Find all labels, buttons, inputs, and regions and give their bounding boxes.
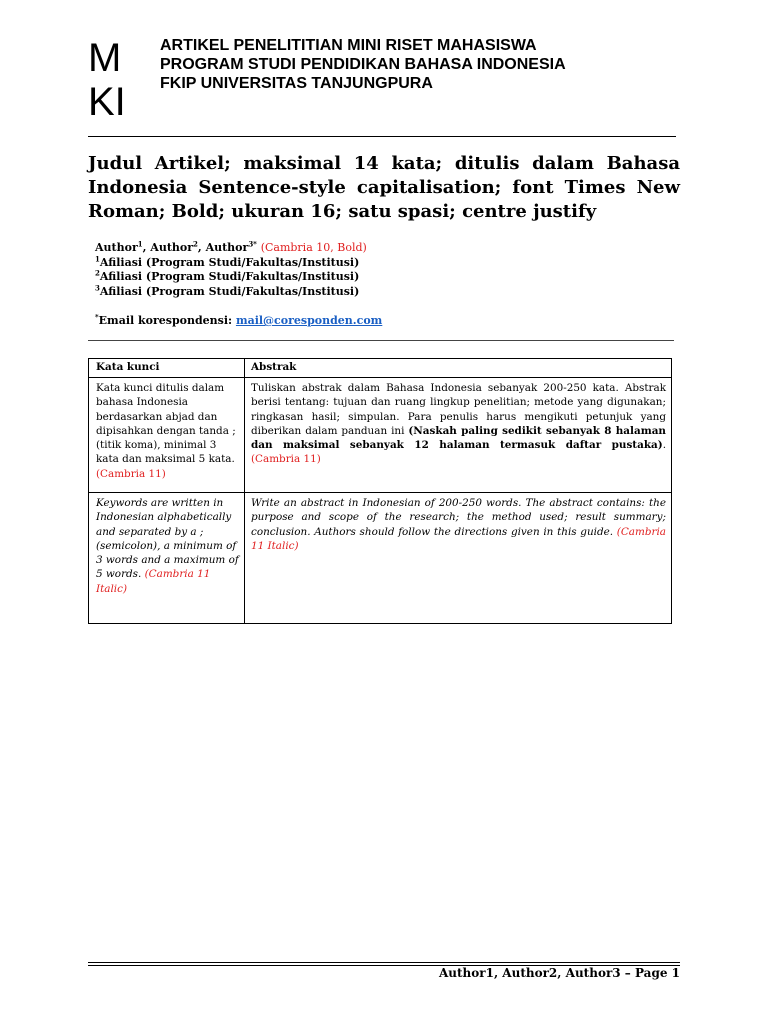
author-sup-3: 3* xyxy=(248,239,257,249)
article-title: Judul Artikel; maksimal 14 kata; ditulis dalam Bahasa Indonesia Sentence-style capitalisation; font Times New Roman; Bold; ukuran 16; satu spasi; centre justify xyxy=(88,153,680,222)
institution-header xyxy=(160,36,566,93)
keywords-indonesian xyxy=(96,381,242,481)
header-line-2: PROGRAM STUDI PENDIDIKAN BAHASA INDONESIA xyxy=(160,56,566,73)
affiliation-sup-3: 3 xyxy=(95,282,100,292)
text-segment: (Cambria 11) xyxy=(251,453,321,466)
affiliation-line-3 xyxy=(95,282,367,300)
author-line xyxy=(95,241,367,256)
affiliation-sup-2: 2 xyxy=(95,268,100,278)
email-label: Email korespondensi: xyxy=(98,314,236,327)
author-block xyxy=(95,241,367,299)
section-divider xyxy=(88,340,674,341)
header-divider xyxy=(88,136,676,137)
email-link[interactable]: mail@coresponden.com xyxy=(235,314,383,327)
keywords-abstract-table xyxy=(88,358,672,624)
table-header-abstract: Abstrak xyxy=(251,361,297,373)
text-segment: Write an abstract in Indonesian of 200-250 words. The abstract contains: the purpose and scope of the research; the method used; result summary; conclusion. Authors should follow the directions given in this guide. xyxy=(251,497,666,538)
abstract-indonesian xyxy=(251,381,666,467)
affiliation-text-2: Afiliasi (Program Studi/Fakultas/Institusi) xyxy=(99,270,360,283)
table-header-keywords: Kata kunci xyxy=(96,361,160,373)
text-segment: (Naskah paling sedikit sebanyak 8 halaman dan maksimal sebanyak 12 halaman termasuk daftar pustaka) xyxy=(251,424,666,452)
text-segment: (Cambria 11 Italic) xyxy=(251,525,666,552)
table-row-divider-2 xyxy=(89,492,671,493)
text-segment: Keywords are written in Indonesian alphabetically and separated by a ; (semicolon), a minimum of 3 words and a maximum of 5 words. xyxy=(96,497,239,581)
author-sup-1: 1 xyxy=(137,239,143,249)
header-line-1: ARTIKEL PENELITITIAN MINI RISET MAHASISWA xyxy=(160,37,537,54)
affiliation-line-2 xyxy=(95,270,367,285)
affiliation-text-3: Afiliasi (Program Studi/Fakultas/Institusi) xyxy=(99,284,360,298)
text-segment: (Cambria 11 Italic) xyxy=(96,568,211,595)
affiliation-sup-1: 1 xyxy=(95,253,100,263)
header-line-3: FKIP UNIVERSITAS TANJUNGPURA xyxy=(160,75,433,92)
text-segment: Tuliskan abstrak dalam Bahasa Indonesia sebanyak 200-250 kata. Abstrak berisi tentang: tujuan dan ruang lingkup penelitian; metode yang digunakan; ringkasan hasil; simpulan. Para penulis harus mengikuti petunjuk yang diberikan dalam panduan ini xyxy=(251,382,666,437)
keywords-english xyxy=(96,496,242,596)
author-name-1: Author xyxy=(95,241,138,254)
text-segment: Kata kunci ditulis dalam bahasa Indonesia berdasarkan abjad dan dipisahkan dengan tanda ; (titik koma), minimal 3 kata dan maksimal 5 kata. xyxy=(96,382,236,466)
journal-logo xyxy=(88,36,148,124)
author-name-2: , Author xyxy=(142,241,194,254)
text-segment: . xyxy=(662,439,666,452)
logo-letter-m: M xyxy=(88,36,122,80)
affiliation-text-1: Afiliasi (Program Studi/Fakultas/Institusi) xyxy=(99,255,360,269)
footer-rule xyxy=(88,962,680,963)
text-segment: (Cambria 11) xyxy=(96,467,166,480)
author-name-3: , Author xyxy=(197,241,249,254)
table-row-divider-1 xyxy=(89,377,671,378)
email-line xyxy=(95,314,382,327)
affiliation-line-1 xyxy=(95,253,367,271)
abstract-english xyxy=(251,496,666,553)
page-footer: Author1, Author2, Author3 – Page 1 xyxy=(438,966,680,980)
logo-letters-ki: KI xyxy=(88,80,126,124)
table-column-divider xyxy=(244,359,245,623)
author-format-note: (Cambria 10, Bold) xyxy=(260,241,367,254)
email-star: * xyxy=(95,312,99,322)
author-sup-2: 2 xyxy=(193,239,198,249)
